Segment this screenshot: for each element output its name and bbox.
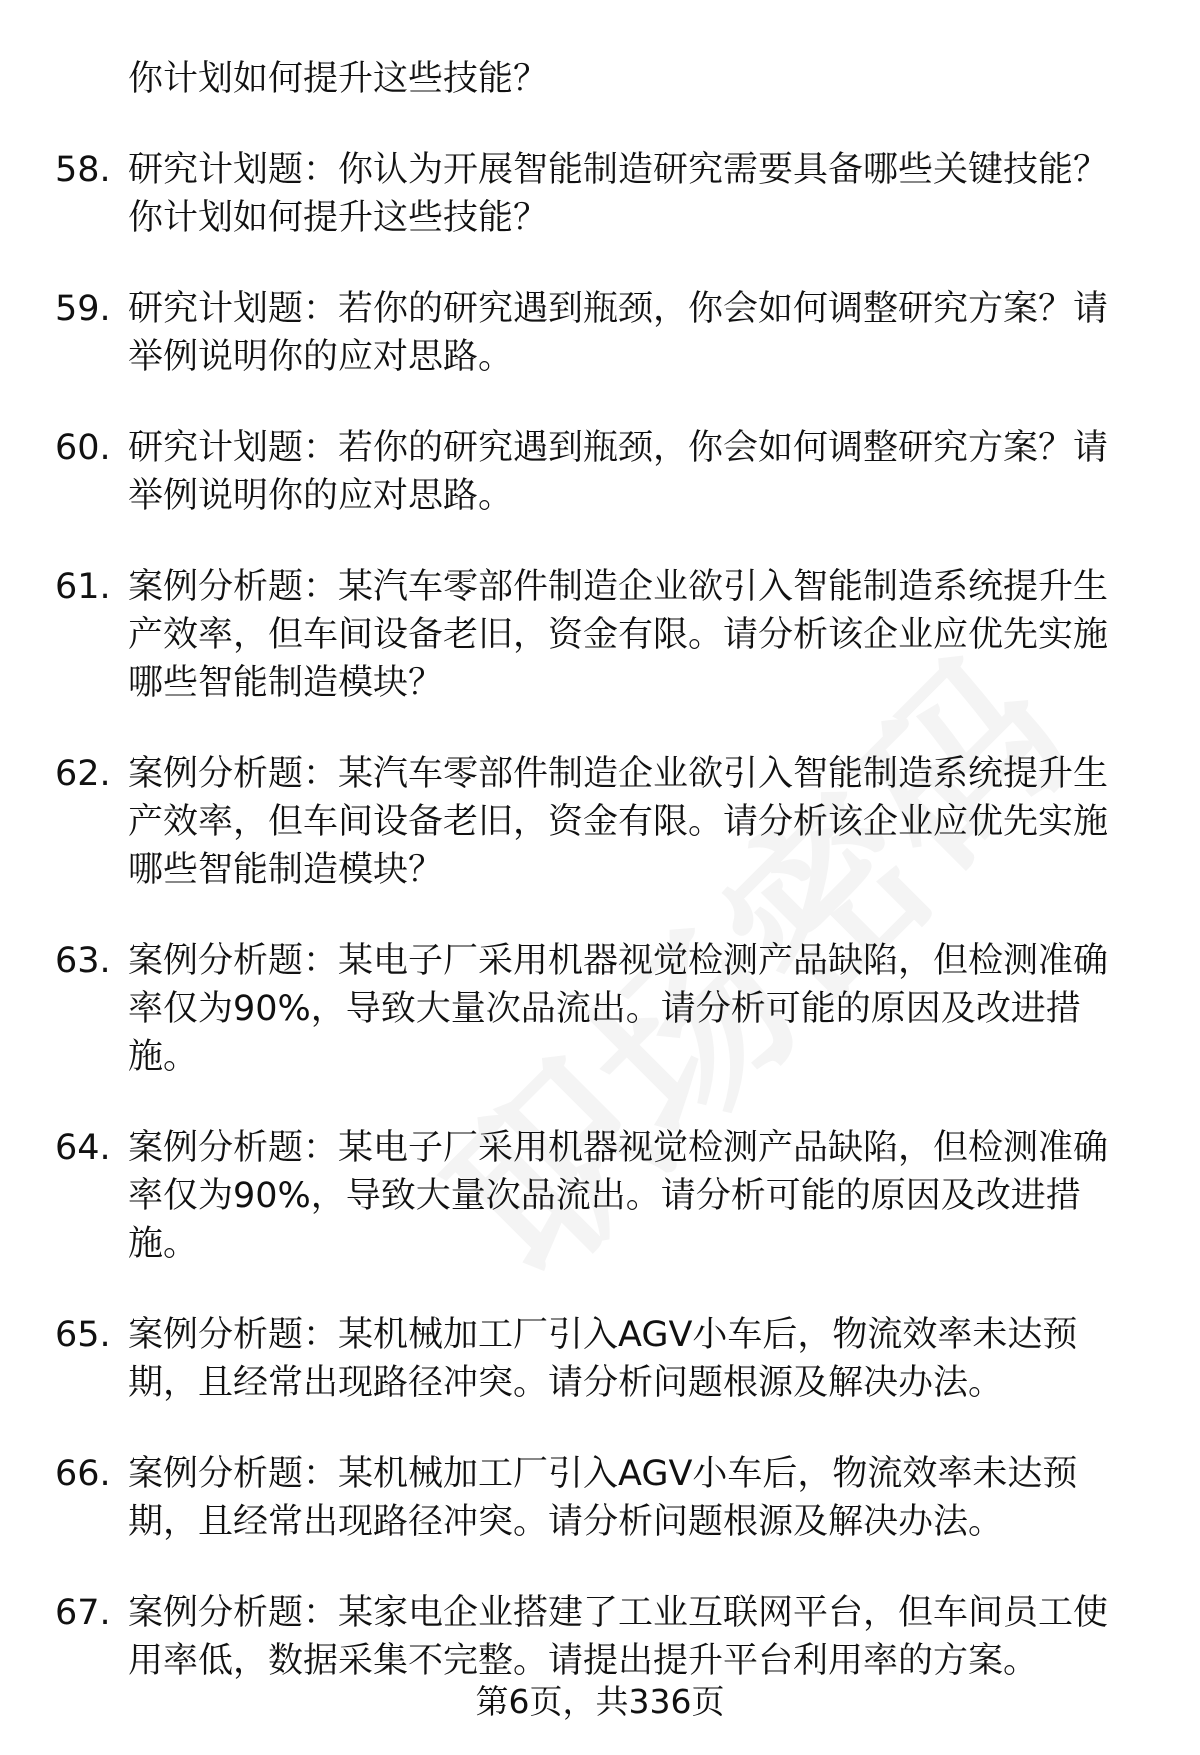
list-item [0, 750, 1200, 894]
list-item [0, 1589, 1200, 1685]
item-text: 案例分析题：某汽车零部件制造企业欲引入智能制造系统提升生产效率，但车间设备老旧，资金有限。请分析该企业应优先实施哪些智能制造模块？ [128, 567, 1109, 703]
item-number: 64. [55, 1128, 111, 1168]
item-text: 案例分析题：某机械加工厂引入AGV小车后，物流效率未达预期，且经常出现路径冲突。请分析问题根源及解决办法。 [128, 1454, 1078, 1542]
item-number: 58. [55, 150, 111, 190]
continuation-text: 你计划如何提升这些技能？ [128, 59, 549, 99]
item-number: 62. [55, 754, 111, 794]
list-item [0, 563, 1200, 707]
item-number: 66. [55, 1454, 111, 1494]
item-text: 案例分析题：某电子厂采用机器视觉检测产品缺陷，但检测准确率仅为90%，导致大量次品流出。请分析可能的原因及改进措施。 [128, 1128, 1109, 1264]
list-item [0, 146, 1200, 242]
item-text: 研究计划题：若你的研究遇到瓶颈，你会如何调整研究方案？请举例说明你的应对思路。 [128, 289, 1109, 377]
item-text: 案例分析题：某汽车零部件制造企业欲引入智能制造系统提升生产效率，但车间设备老旧，资金有限。请分析该企业应优先实施哪些智能制造模块？ [128, 754, 1109, 890]
item-number: 65. [55, 1315, 111, 1355]
item-number: 61. [55, 567, 111, 607]
list-item [0, 424, 1200, 520]
item-number: 63. [55, 941, 111, 981]
item-text: 案例分析题：某家电企业搭建了工业互联网平台，但车间员工使用率低，数据采集不完整。请提出提升平台利用率的方案。 [128, 1593, 1109, 1681]
item-number: 67. [55, 1593, 111, 1633]
item-text: 研究计划题：若你的研究遇到瓶颈，你会如何调整研究方案？请举例说明你的应对思路。 [128, 428, 1109, 516]
item-text: 案例分析题：某电子厂采用机器视觉检测产品缺陷，但检测准确率仅为90%，导致大量次品流出。请分析可能的原因及改进措施。 [128, 941, 1109, 1077]
list-item [0, 937, 1200, 1081]
item-text: 研究计划题：你认为开展智能制造研究需要具备哪些关键技能？你计划如何提升这些技能？ [128, 150, 1109, 238]
item-number: 60. [55, 428, 111, 468]
list-item [0, 1124, 1200, 1268]
list-item [0, 1311, 1200, 1407]
item-text: 案例分析题：某机械加工厂引入AGV小车后，物流效率未达预期，且经常出现路径冲突。请分析问题根源及解决办法。 [128, 1315, 1078, 1403]
question-list [0, 55, 1200, 1685]
list-item [0, 1450, 1200, 1546]
item-number: 59. [55, 289, 111, 329]
page-footer: 第6页，共336页 [475, 1682, 725, 1721]
list-item [0, 285, 1200, 381]
